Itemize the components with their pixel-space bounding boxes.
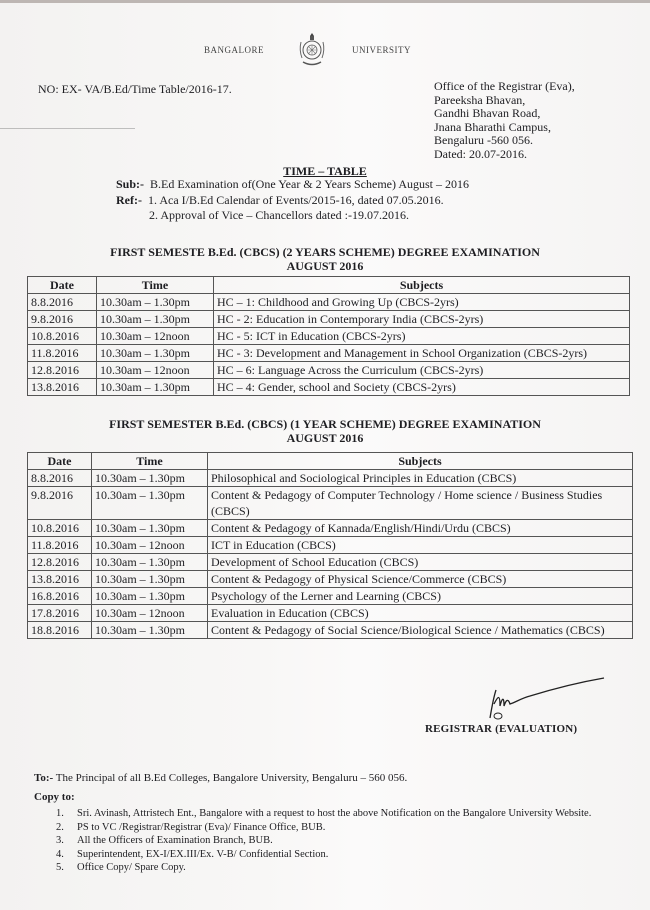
cell-subject: HC - 2: Education in Contemporary India (CBCS-2yrs) [214,311,630,328]
cell-time: 10.30am – 12noon [97,362,214,379]
cell-time: 10.30am – 1.30pm [97,345,214,362]
cell-date: 10.8.2016 [28,328,97,345]
subject-text: B.Ed Examination of(One Year & 2 Years Scheme) August – 2016 [150,177,469,191]
address-line: Bengaluru -560 056. [434,133,533,147]
section-title-1yr: FIRST SEMESTER B.Ed. (CBCS) (1 YEAR SCHEME) DEGREE EXAMINATION AUGUST 2016 [109,417,541,445]
cell-date: 9.8.2016 [28,311,97,328]
scan-top-edge [0,0,650,3]
cell-subject: Evaluation in Education (CBCS) [208,605,633,622]
cell-time: 10.30am – 12noon [92,537,208,554]
cell-date: 8.8.2016 [28,470,92,487]
column-header-date: Date [28,277,97,294]
cell-subject: Development of School Education (CBCS) [208,554,633,571]
cell-date: 17.8.2016 [28,605,92,622]
cell-date: 16.8.2016 [28,588,92,605]
cell-date: 9.8.2016 [28,487,92,520]
cell-subject: Content & Pedagogy of Kannada/English/Hindi/Urdu (CBCS) [208,520,633,537]
table-row [28,537,633,554]
subject-line [116,177,469,192]
cell-date: 8.8.2016 [28,294,97,311]
reference-item: 2. Approval of Vice – Chancellors dated :-19.07.2016. [149,208,410,222]
address-date: Dated: 20.07-2016. [434,146,527,161]
cell-subject: HC – 4: Gender, school and Society (CBCS-2yrs) [214,379,630,396]
cell-subject: Content & Pedagogy of Social Science/Biological Science / Mathematics (CBCS) [208,622,633,639]
cell-date: 10.8.2016 [28,520,92,537]
to-label: To:- [34,772,54,784]
table-row [28,328,630,345]
reference-item: 1. Aca I/B.Ed Calendar of Events/2015-16, dated 07.05.2016. [147,193,444,207]
scan-artifact-line [0,128,135,129]
table-header-row [28,277,630,294]
address-line: Office of the Registrar (Eva), [434,79,575,93]
cell-time: 10.30am – 1.30pm [92,520,208,537]
cell-subject: HC – 6: Language Across the Curriculum (CBCS-2yrs) [214,362,630,379]
recipient-line [34,772,407,784]
reference-block [116,193,444,223]
table-row [28,379,630,396]
cell-subject: HC - 3: Development and Management in School Organization (CBCS-2yrs) [214,345,630,362]
table-row [28,622,633,639]
university-emblem-icon [297,32,327,68]
table-row [28,554,633,571]
office-address [434,80,575,161]
cell-subject: Philosophical and Sociological Principles in Education (CBCS) [208,470,633,487]
column-header-date: Date [28,453,92,470]
table-row [28,470,633,487]
cell-date: 12.8.2016 [28,554,92,571]
table-row [28,605,633,622]
cell-subject: Content & Pedagogy of Computer Technology / Home science / Business Studies (CBCS) [208,487,633,520]
cell-date: 11.8.2016 [28,345,97,362]
registrar-designation: REGISTRAR (EVALUATION) [425,723,578,735]
to-text: The Principal of all B.Ed Colleges, Bangalore University, Bengaluru – 560 056. [55,772,408,784]
table-row [28,487,633,520]
cell-date: 11.8.2016 [28,537,92,554]
list-item: 2. PS to VC /Registrar/Registrar (Eva)/ Finance Office, BUB. [56,821,326,833]
cell-date: 13.8.2016 [28,379,97,396]
column-header-time: Time [92,453,208,470]
address-line: Pareeksha Bhavan, [434,92,526,107]
section-title-2yr: FIRST SEMESTE B.Ed. (CBCS) (2 YEARS SCHEME) DEGREE EXAMINATION AUGUST 2016 [110,245,540,273]
cell-subject: Content & Pedagogy of Physical Science/Commerce (CBCS) [208,571,633,588]
cell-time: 10.30am – 1.30pm [92,622,208,639]
cell-time: 10.30am – 1.30pm [97,311,214,328]
cell-time: 10.30am – 1.30pm [97,379,214,396]
cell-time: 10.30am – 1.30pm [92,554,208,571]
copy-to-label: Copy to: [34,791,75,803]
cell-time: 10.30am – 1.30pm [92,470,208,487]
subject-label: Sub:- [116,177,145,191]
address-line: Gandhi Bhavan Road, [434,106,541,120]
cell-subject: Psychology of the Lerner and Learning (CBCS) [208,588,633,605]
copy-to-list [44,807,604,875]
cell-time: 10.30am – 1.30pm [92,487,208,520]
cell-subject: ICT in Education (CBCS) [208,537,633,554]
column-header-time: Time [97,277,214,294]
timetable-1yr-scheme [27,452,633,639]
cell-time: 10.30am – 12noon [92,605,208,622]
cell-time: 10.30am – 1.30pm [92,571,208,588]
cell-subject: HC – 1: Childhood and Growing Up (CBCS-2yrs) [214,294,630,311]
table-row [28,571,633,588]
table-row [28,311,630,328]
document-title: TIME – TABLE [283,164,367,178]
letterhead [0,30,650,70]
cell-time: 10.30am – 1.30pm [97,294,214,311]
table-row [28,588,633,605]
list-item: 5. Office Copy/ Spare Copy. [56,862,186,873]
cell-subject: HC - 5: ICT in Education (CBCS-2yrs) [214,328,630,345]
letterhead-left: BANGALORE [204,45,264,55]
reference-label: Ref:- [116,193,142,207]
table-header-row [28,453,633,470]
address-line: Jnana Bharathi Campus, [434,119,551,134]
list-item: 4. Superintendent, EX-I/EX.III/Ex. V-B/ Confidential Section. [56,848,329,860]
table-row [28,294,630,311]
letterhead-right: UNIVERSITY [352,45,411,55]
cell-time: 10.30am – 1.30pm [92,588,208,605]
cell-date: 12.8.2016 [28,362,97,379]
column-header-subjects: Subjects [214,277,630,294]
cell-date: 13.8.2016 [28,571,92,588]
table-row [28,520,633,537]
list-item: 1. Sri. Avinash, Attristech Ent., Bangalore with a request to host the above Notification on the Bangalore University Website. [56,808,592,819]
table-row [28,362,630,379]
column-header-subjects: Subjects [208,453,633,470]
signature-icon [486,676,606,720]
timetable-2yr-scheme [27,276,630,396]
document-number: NO: EX- VA/B.Ed/Time Table/2016-17. [38,82,232,96]
cell-date: 18.8.2016 [28,622,92,639]
table-row [28,345,630,362]
list-item: 3. All the Officers of Examination Branch, BUB. [56,835,273,846]
cell-time: 10.30am – 12noon [97,328,214,345]
